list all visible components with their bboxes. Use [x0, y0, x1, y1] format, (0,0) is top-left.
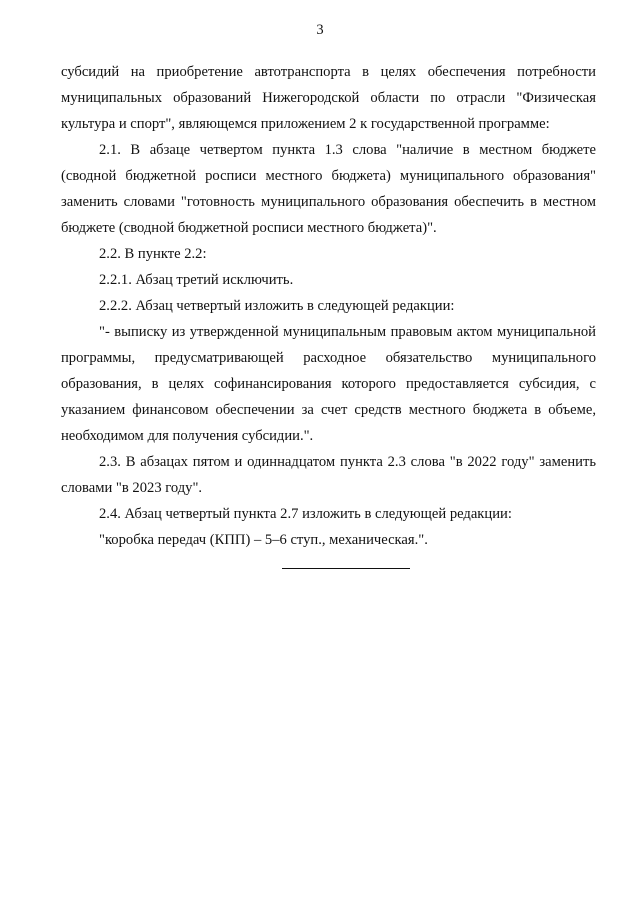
- page-number: 3: [316, 22, 324, 38]
- paragraph-gearbox-quote: "коробка передач (КПП) – 5–6 ступ., механическая.".: [99, 532, 428, 548]
- paragraph-2-3: 2.3. В абзацах пятом и одиннадцатом пункта 2.3 слова "в 2022 году" заменить словами "в 2023 году".: [61, 454, 596, 496]
- paragraph-intro: субсидий на приобретение автотранспорта в целях обеспечения потребности муниципальных образований Нижегородской области по отрасли "Физическая культура и спорт", являющемся приложением 2 к государственной программе:: [61, 64, 596, 132]
- paragraph-2-2: 2.2. В пункте 2.2:: [99, 246, 207, 262]
- paragraph-quote-extract: "- выписку из утвержденной муниципальным правовым актом муниципальной программы, предусматривающей расходное обязательство муниципального образования, в целях софинансирования которого предоставляется субсидия, с указанием финансовом обеспечении за счет средств местного бюджета в объеме, необходимом для получения субсидии.".: [61, 324, 596, 444]
- paragraph-2-2-2: 2.2.2. Абзац четвертый изложить в следующей редакции:: [99, 298, 455, 314]
- closing-divider: [282, 568, 410, 569]
- paragraph-2-4: 2.4. Абзац четвертый пункта 2.7 изложить в следующей редакции:: [99, 506, 512, 522]
- paragraph-2-1: 2.1. В абзаце четвертом пункта 1.3 слова "наличие в местном бюджете (сводной бюджетной росписи местного бюджета) муниципального образования" заменить словами "готовность муниципального образования обеспечить в местном бюджете (сводной бюджетной росписи местного бюджета)".: [61, 142, 596, 236]
- paragraph-2-2-1: 2.2.1. Абзац третий исключить.: [99, 272, 294, 288]
- document-body: [61, 59, 596, 553]
